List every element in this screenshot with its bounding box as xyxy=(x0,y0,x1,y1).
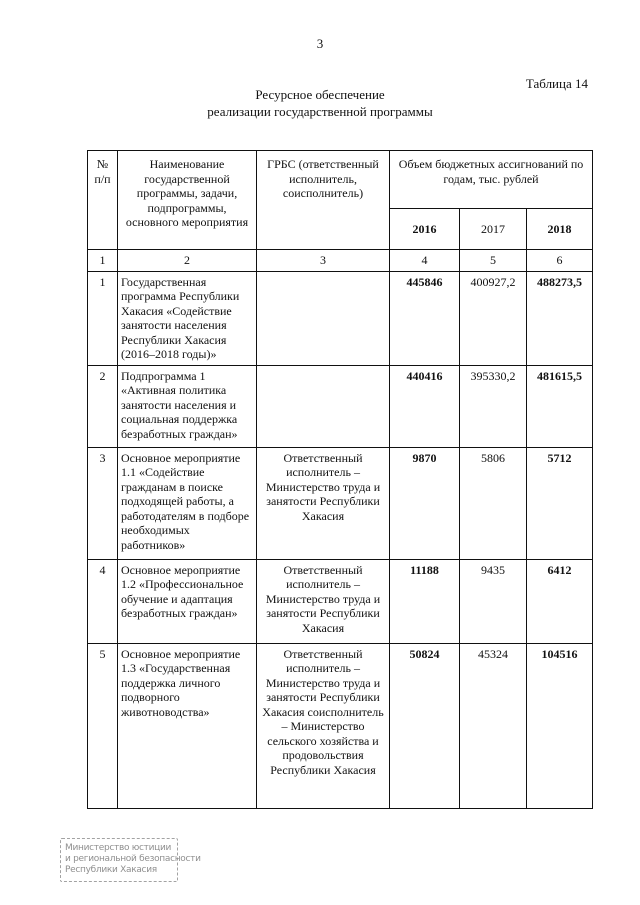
row-executor xyxy=(257,365,390,447)
header-budget: Объем бюджетных ассигнований по годам, тыс. рублей xyxy=(390,151,593,209)
column-index-row xyxy=(88,250,593,272)
page-number: 3 xyxy=(316,36,324,51)
row-value-2017: 395330,2 xyxy=(460,365,527,447)
document-title xyxy=(0,86,640,120)
row-value-2016: 440416 xyxy=(390,365,460,447)
table-row xyxy=(88,447,593,559)
header-grbs: ГРБС (ответственный исполнитель, соисполнитель) xyxy=(257,151,390,250)
row-value-2018: 5712 xyxy=(527,447,593,559)
row-value-2016: 50824 xyxy=(390,643,460,808)
row-name: Основное мероприятие 1.3 «Государственная поддержка личного подворного животноводства» xyxy=(118,643,257,808)
row-executor: Ответственный исполнитель – Министерство труда и занятости Республики Хакасия xyxy=(257,447,390,559)
header-year-2017: 2017 xyxy=(460,209,527,250)
index-cell: 2 xyxy=(118,250,257,272)
table-row xyxy=(88,365,593,447)
row-name: Подпрограмма 1 «Активная политика занятости населения и социальная поддержка безработных граждан» xyxy=(118,365,257,447)
row-name: Государственная программа Республики Хакасия «Содействие занятости населения Республики Хакасия (2016–2018 годы)» xyxy=(118,271,257,365)
table-row xyxy=(88,559,593,643)
row-value-2018: 6412 xyxy=(527,559,593,643)
index-cell: 4 xyxy=(390,250,460,272)
row-executor xyxy=(257,271,390,365)
row-num: 4 xyxy=(88,559,118,643)
row-name: Основное мероприятие 1.1 «Содействие гражданам в поиске подходящей работы, а работодателям в подборе необходимых работников» xyxy=(118,447,257,559)
header-name: Наименование государственной программы, задачи, подпрограммы, основного мероприятия xyxy=(118,151,257,250)
header-year-2018: 2018 xyxy=(527,209,593,250)
row-value-2017: 5806 xyxy=(460,447,527,559)
row-value-2017: 9435 xyxy=(460,559,527,643)
row-value-2018: 104516 xyxy=(527,643,593,808)
header-year-2016: 2016 xyxy=(390,209,460,250)
title-line-2: реализации государственной программы xyxy=(207,104,433,119)
table-row xyxy=(88,643,593,808)
registration-stamp xyxy=(60,838,201,882)
budget-table xyxy=(87,150,593,809)
table-label: Таблица 14 xyxy=(525,76,588,91)
header-row xyxy=(88,151,593,209)
row-executor: Ответственный исполнитель – Министерство труда и занятости Республики Хакасия соисполнитель – Министерство сельского хозяйства и продовольствия Республики Хакасия xyxy=(257,643,390,808)
row-value-2016: 9870 xyxy=(390,447,460,559)
stamp-line-2: и региональной безопасности xyxy=(65,854,201,864)
row-value-2016: 11188 xyxy=(390,559,460,643)
row-value-2017: 400927,2 xyxy=(460,271,527,365)
row-value-2018: 488273,5 xyxy=(527,271,593,365)
row-name: Основное мероприятие 1.2 «Профессиональное обучение и адаптация безработных граждан» xyxy=(118,559,257,643)
row-num: 5 xyxy=(88,643,118,808)
row-num: 1 xyxy=(88,271,118,365)
table-row xyxy=(88,271,593,365)
row-value-2017: 45324 xyxy=(460,643,527,808)
stamp-line-1: Министерство юстиции xyxy=(65,843,172,853)
index-cell: 1 xyxy=(88,250,118,272)
index-cell: 5 xyxy=(460,250,527,272)
row-num: 2 xyxy=(88,365,118,447)
index-cell: 3 xyxy=(257,250,390,272)
row-value-2018: 481615,5 xyxy=(527,365,593,447)
stamp-line-3: Республики Хакасия xyxy=(65,865,157,875)
title-line-1: Ресурсное обеспечение xyxy=(255,87,385,102)
row-value-2016: 445846 xyxy=(390,271,460,365)
index-cell: 6 xyxy=(527,250,593,272)
row-executor: Ответственный исполнитель – Министерство труда и занятости Республики Хакасия xyxy=(257,559,390,643)
header-num: № п/п xyxy=(88,151,118,250)
row-num: 3 xyxy=(88,447,118,559)
